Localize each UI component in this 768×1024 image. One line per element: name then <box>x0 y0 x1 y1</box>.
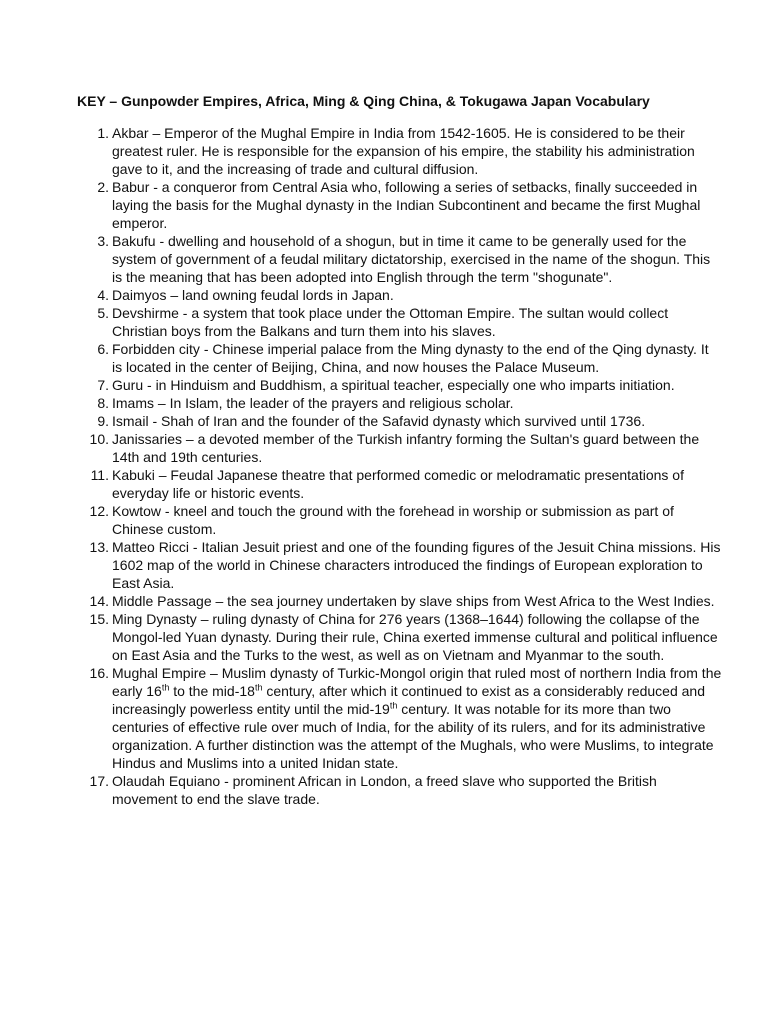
vocab-item <box>82 340 722 376</box>
vocab-item-number: 10. <box>89 431 109 447</box>
vocab-item-number: 1. <box>97 125 109 141</box>
vocab-item-text: Middle Passage – the sea journey undertaken by slave ships from West Africa to the West Indies. <box>112 593 715 609</box>
text-segment: Mughal Empire – Muslim dynasty of Turkic-Mongol origin that ruled most of northern India from the early 16 <box>112 665 722 699</box>
vocab-item-text: Matteo Ricci - Italian Jesuit priest and one of the founding figures of the Jesuit China missions. His 1602 map of the world in Chinese characters introduced the findings of European exploration to East Asia. <box>112 539 721 591</box>
vocab-item <box>82 664 722 772</box>
vocab-item-number: 15. <box>89 611 109 627</box>
vocab-item <box>82 538 722 592</box>
vocab-item-number: 7. <box>97 377 109 393</box>
vocab-item <box>82 412 722 430</box>
vocab-item <box>82 286 722 304</box>
text-segment: century. It was notable for its more than two centuries of effective rule over much of India, for the ability of its rulers, and for its administrative organization. A further distinction was the attempt of the Mughals, who were Muslims, to integrate Hindus and Muslims into a united Inidan state. <box>112 701 714 771</box>
vocab-item-number: 2. <box>97 179 109 195</box>
vocab-item <box>82 502 722 538</box>
text-segment: century, after which it continued to exist as a considerably reduced and increasingly powerless entity until the mid-19 <box>112 683 705 717</box>
vocab-item-number: 14. <box>89 593 109 609</box>
superscript: th <box>254 682 263 693</box>
vocab-item <box>82 394 722 412</box>
vocab-item-number: 16. <box>89 665 109 681</box>
vocab-item-text: Ismail - Shah of Iran and the founder of the Safavid dynasty which survived until 1736. <box>112 413 646 429</box>
vocab-item <box>82 376 722 394</box>
vocab-item-text: Bakufu - dwelling and household of a shogun, but in time it came to be generally used for the system of government of a feudal military dictatorship, exercised in the name of the shogun. This is the meaning that has been adopted into English through the term "shogunate". <box>112 233 711 285</box>
vocab-item-text: Forbidden city - Chinese imperial palace from the Ming dynasty to the end of the Qing dynasty. It is located in the center of Beijing, China, and now houses the Palace Museum. <box>112 341 709 375</box>
vocab-item <box>82 232 722 286</box>
vocab-item-number: 12. <box>89 503 109 519</box>
vocab-item <box>82 178 722 232</box>
vocab-item <box>82 592 722 610</box>
vocab-item-number: 17. <box>89 773 109 789</box>
vocab-item-number: 6. <box>97 341 109 357</box>
document-title: KEY – Gunpowder Empires, Africa, Ming & Qing China, & Tokugawa Japan Vocabulary <box>77 93 650 109</box>
superscript: th <box>161 682 170 693</box>
vocab-item-number: 11. <box>90 467 109 483</box>
vocab-item-number: 9. <box>97 413 109 429</box>
vocab-item-text <box>112 665 721 771</box>
vocab-item <box>82 610 722 664</box>
vocab-item-text: Kabuki – Feudal Japanese theatre that performed comedic or melodramatic presentations of everyday life or historic events. <box>112 467 684 501</box>
vocab-item-text: Janissaries – a devoted member of the Turkish infantry forming the Sultan's guard between the 14th and 19th centuries. <box>112 431 700 465</box>
vocab-item <box>82 772 722 808</box>
vocab-item-text: Ming Dynasty – ruling dynasty of China for 276 years (1368–1644) following the collapse of the Mongol-led Yuan dynasty. During their rule, China exerted immense cultural and political influence on East Asia and the Turks to the west, as well as on Vietnam and Myanmar to the south. <box>112 611 718 663</box>
vocab-item-text: Akbar – Emperor of the Mughal Empire in India from 1542-1605. He is considered to be their greatest ruler. He is responsible for the expansion of his empire, the stability his administration gave to it, and the increasing of trade and cultural diffusion. <box>112 125 695 177</box>
superscript: th <box>389 700 398 711</box>
vocab-item-number: 5. <box>97 305 109 321</box>
vocab-item-text: Imams – In Islam, the leader of the prayers and religious scholar. <box>112 395 514 411</box>
vocab-item-number: 4. <box>97 287 109 303</box>
vocab-item-text: Babur - a conqueror from Central Asia who, following a series of setbacks, finally succeeded in laying the basis for the Mughal dynasty in the Indian Subcontinent and became the first Mughal emperor. <box>112 179 701 231</box>
vocab-item-text: Kowtow - kneel and touch the ground with the forehead in worship or submission as part of Chinese custom. <box>112 503 674 537</box>
vocab-item <box>82 466 722 502</box>
vocab-item <box>82 304 722 340</box>
vocab-item-number: 8. <box>97 395 109 411</box>
vocabulary-list <box>82 124 722 808</box>
text-segment: to the mid-18 <box>169 683 255 699</box>
vocab-item-number: 3. <box>97 233 109 249</box>
vocab-item <box>82 430 722 466</box>
vocab-item-text: Olaudah Equiano - prominent African in London, a freed slave who supported the British movement to end the slave trade. <box>112 773 657 807</box>
vocab-item-text: Guru - in Hinduism and Buddhism, a spiritual teacher, especially one who imparts initiation. <box>112 377 675 393</box>
vocab-item-number: 13. <box>89 539 109 555</box>
vocab-item <box>82 124 722 178</box>
vocab-item-text: Daimyos – land owning feudal lords in Japan. <box>112 287 394 303</box>
vocab-item-text: Devshirme - a system that took place under the Ottoman Empire. The sultan would collect Christian boys from the Balkans and turn them into his slaves. <box>112 305 669 339</box>
